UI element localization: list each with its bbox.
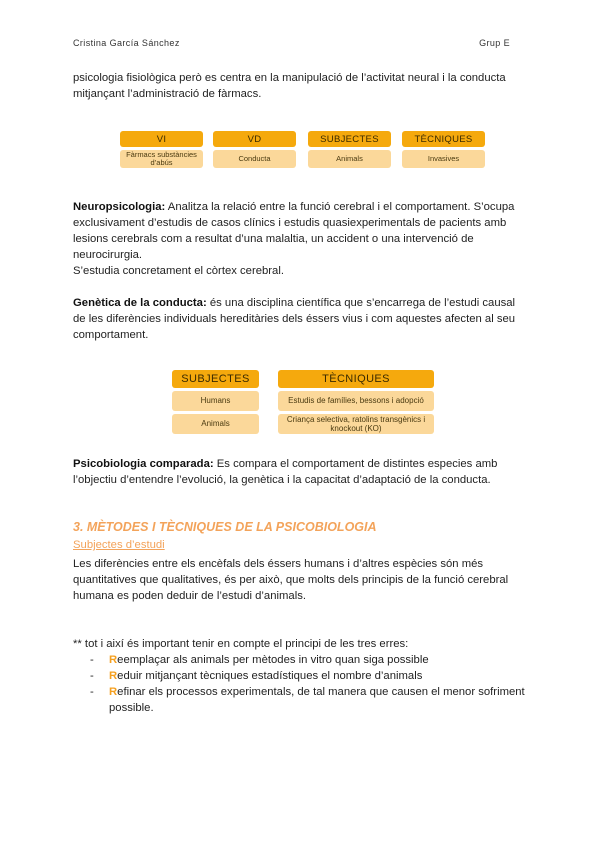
list-item — [90, 652, 530, 668]
diagram1-head-vi: VI — [120, 131, 203, 147]
list-item-text: eemplaçar als animals per mètodes in vitro quan siga possible — [117, 654, 429, 666]
r-letter: R — [109, 670, 118, 682]
diagram1-cell-subjectes: Animals — [308, 150, 391, 168]
neuropsicologia-paragraph — [73, 199, 529, 279]
neuropsicologia-extra: S’estudia concretament el còrtex cerebral. — [73, 265, 284, 277]
section-title: 3. MÈTODES I TÈCNIQUES DE LA PSICOBIOLOGIA — [73, 520, 377, 534]
diagram1-cell-tecniques: Invasives — [402, 150, 485, 168]
erres-intro: ** tot i així és important tenir en compte el principi de les tres erres: — [73, 638, 409, 650]
genetica-paragraph — [73, 295, 529, 343]
genetica-text: és una disciplina científica que s’encarrega de l’estudi causal de les diferències individuals hereditàries dels éssers vius i com aquestes afecten al seu comportament. — [73, 297, 516, 341]
list-dash: - — [90, 686, 94, 698]
diagram1-cell-vd: Conducta — [213, 150, 296, 168]
genetica-term: Genètica de la conducta: — [73, 297, 207, 309]
list-item — [90, 684, 530, 716]
list-item — [90, 668, 530, 684]
header-author: Cristina García Sánchez — [73, 38, 180, 48]
comparada-term: Psicobiologia comparada: — [73, 458, 214, 470]
neuropsicologia-text: Analitza la relació entre la funció cerebral i el comportament. S’ocupa exclusivament d’estudis de casos clínics i estudis quasiexperimentals de pacients amb lesions cerebrals com a resultat d’una malaltia, un accident o una intervenció de neurocirurgia. — [73, 201, 515, 261]
list-item-text: eduir mitjançant tècniques estadístiques el nombre d’animals — [117, 670, 423, 682]
diagram2-head-subjectes: SUBJECTES — [172, 370, 259, 388]
neuropsicologia-term: Neuropsicologia: — [73, 201, 166, 213]
list-dash: - — [90, 670, 94, 682]
comparada-paragraph — [73, 456, 529, 488]
diagram2-head-tecniques: TÈCNIQUES — [278, 370, 434, 388]
diagram1-cell-vi: Fàrmacs substàncies d’abús — [120, 150, 203, 168]
list-dash: - — [90, 654, 94, 666]
header-group: Grup E — [479, 38, 510, 48]
section-paragraph: Les diferències entre els encèfals dels éssers humans i d’altres espècies són més quantitatives que qualitatives, és per això, que molts dels principis de la funció cerebral humana es poden deduir de l’estudi d’animals. — [73, 558, 509, 602]
diagram1-head-tecniques: TÈCNIQUES — [402, 131, 485, 147]
diagram1-head-subjectes: SUBJECTES — [308, 131, 391, 147]
erres-list — [90, 652, 530, 716]
diagram1-head-vd: VD — [213, 131, 296, 147]
diagram2-cell-animals: Animals — [172, 414, 259, 434]
diagram2-cell-humans: Humans — [172, 391, 259, 411]
comparada-text: Es compara el comportament de distintes especies amb l’objectiu d’entendre l’evolució, la genètica i la capacitat d’adaptació de la conducta. — [73, 458, 498, 486]
diagram2-cell-humans-tecniques: Estudis de famílies, bessons i adopció — [278, 391, 434, 411]
list-item-text: efinar els processos experimentals, de tal manera que causen el menor sofriment possible. — [109, 686, 525, 714]
r-letter: R — [109, 686, 118, 698]
diagram2-cell-animals-tecniques: Criança selectiva, ratolins transgènics i knockout (KO) — [278, 414, 434, 434]
intro-paragraph: psicologia fisiològica però es centra en la manipulació de l’activitat neural i la conducta mitjançant l’administració de fàrmacs. — [73, 72, 506, 100]
section-subtitle: Subjectes d’estudi — [73, 539, 165, 551]
r-letter: R — [109, 654, 118, 666]
